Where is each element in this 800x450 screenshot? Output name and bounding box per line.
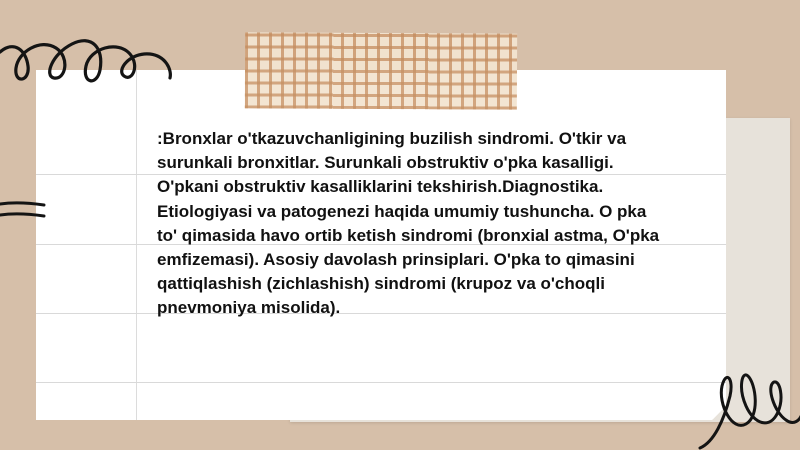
ruled-line	[36, 382, 726, 383]
scribble-loops-icon	[0, 0, 200, 110]
scribble-lines-icon	[0, 195, 50, 225]
washi-tape	[245, 32, 517, 109]
margin-line	[136, 70, 137, 420]
scribble-coil-icon	[690, 360, 800, 450]
body-text: :Bronxlar o'tkazuvchanligining buzilish sindromi. O'tkir va surunkali bronxitlar. Surunkali obstruktiv o'pka kasalligi. O'pkani obstruktiv kasalliklarini tekshirish.Diagnostika. Etiologiyasi va patogenezi haqida umumiy tushuncha. O pka to' qimasida havo ortib ketish sindromi (bronxial astma, O'pka emfizemasi). Asosiy davolash prinsiplari. O'pka to qimasini qattiqlashish (zichlashish) sindromi (krupoz va o'choqli pnevmoniya misolida).	[157, 129, 660, 318]
